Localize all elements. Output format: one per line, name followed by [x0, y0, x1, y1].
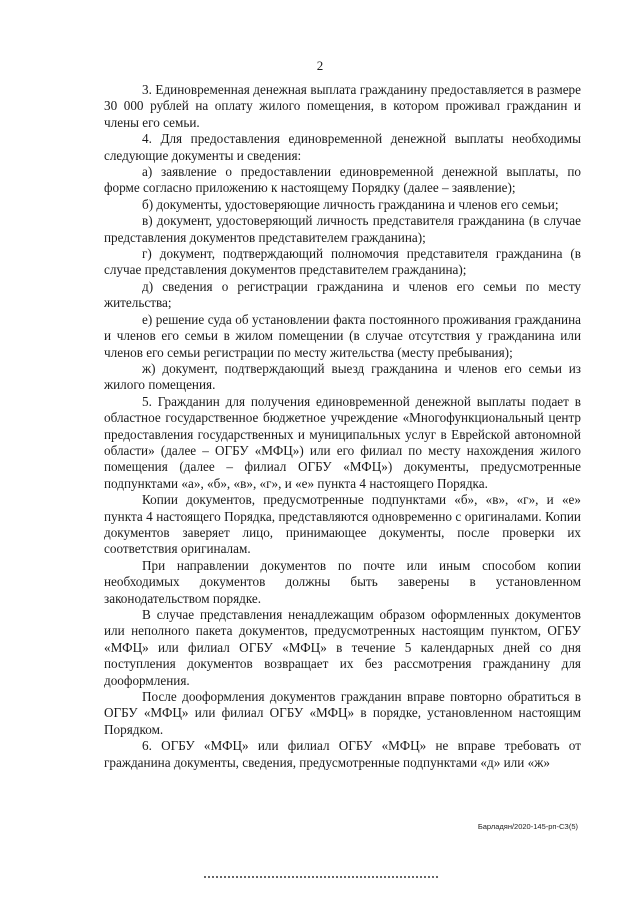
document-body: [104, 82, 581, 771]
paragraph-5: 5. Гражданин для получения единовременной денежной выплаты подает в областное государственное бюджетное учреждение «Многофункциональный центр предоставления государственных и муниципальных услуг в Еврейской автономной области» (далее – ОГБУ «МФЦ») или его филиал по месту нахождения жилого помещения (далее – филиал ОГБУ «МФЦ») документы, предусмотренные подпунктами «а», «б», «в», «г», и «е» пункта 4 настоящего Порядка.: [104, 393, 581, 491]
paragraph-5-mail: При направлении документов по почте или иным способом копии необходимых документов должны быть заверены в установленном законодательством порядке.: [104, 557, 581, 606]
paragraph-6: 6. ОГБУ «МФЦ» или филиал ОГБУ «МФЦ» не вправе требовать от гражданина документы, сведения, предусмотренные подпунктами «д» или «ж»: [104, 738, 581, 770]
paragraph-4d: д) сведения о регистрации гражданина и членов его семьи по месту жительства;: [104, 278, 581, 311]
paragraph-5-resubmit: После дооформления документов гражданин вправе повторно обратиться в ОГБУ «МФЦ» или филиал ОГБУ «МФЦ» в порядке, установленном настоящим Порядком.: [104, 689, 581, 737]
paragraph-5-improper: В случае представления ненадлежащим образом оформленных документов или неполного пакета документов, предусмотренных настоящим пунктом, ОГБУ «МФЦ» или филиал ОГБУ «МФЦ» в течение 5 календарных дней со дня поступления документов возвращает их без рассмотрения гражданину для дооформления.: [104, 607, 581, 688]
paragraph-4: 4. Для предоставления единовременной денежной выплаты необходимы следующие документы и сведения:: [104, 131, 581, 163]
page-number: 2: [316, 58, 324, 73]
paragraph-4e: е) решение суда об установлении факта постоянного проживания гражданина и членов его семьи в жилом помещении (в случае отсутствия у гражданина или членов его семьи регистрации по месту жительства (месту пребывания);: [104, 311, 581, 360]
paragraph-4a: а) заявление о предоставлении единовременной денежной выплаты, по форме согласно приложению к настоящему Порядку (далее – заявление);: [104, 164, 581, 196]
paragraph-4zh: ж) документ, подтверждающий выезд гражданина и членов его семьи из жилого помещения.: [104, 360, 581, 393]
paragraph-5-copies: Копии документов, предусмотренные подпунктами «б», «в», «г», и «е» пункта 4 настоящего Порядка, представляются одновременно с оригиналами. Копии документов заверяет лицо, принимающее документы, после проверки их соответствия оригиналам.: [104, 492, 581, 557]
paragraph-4b: б) документы, удостоверяющие личность гражданина и членов его семьи;: [142, 196, 559, 212]
paragraph-3: 3. Единовременная денежная выплата гражданину предоставляется в размере 30 000 рублей на оплату жилого помещения, в котором проживал гражданин и члены его семьи.: [104, 82, 581, 130]
paragraph-4v: в) документ, удостоверяющий личность представителя гражданина (в случае представления документов представителем гражданина);: [104, 213, 581, 245]
paragraph-4g: г) документ, подтверждающий полномочия представителя гражданина (в случае представления документов представителем гражданина);: [104, 246, 581, 278]
bottom-divider: [204, 876, 438, 878]
document-code: Барладян/2020-145-рп-СЗ(5): [477, 822, 578, 831]
